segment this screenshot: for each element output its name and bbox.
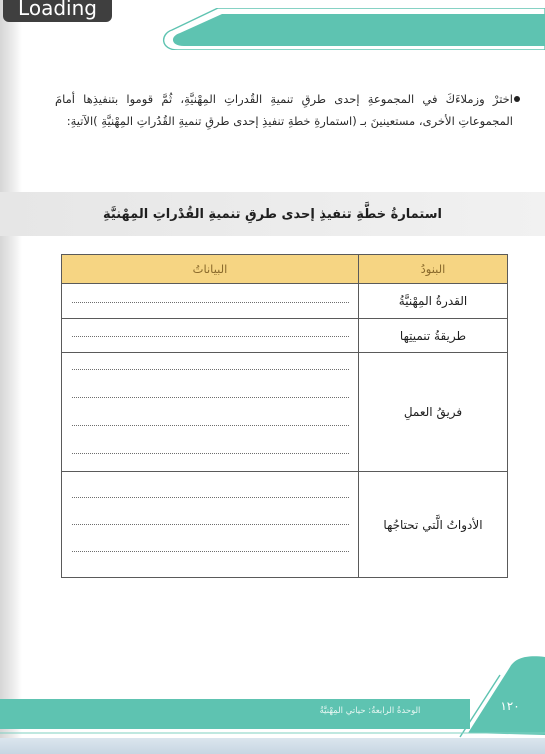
instruction-paragraph xyxy=(55,88,513,132)
table-row xyxy=(62,472,508,578)
loading-badge: Loading xyxy=(3,0,112,22)
data-field-team[interactable] xyxy=(62,353,359,472)
dotted-line xyxy=(72,369,349,370)
dotted-line xyxy=(72,425,349,426)
dotted-line xyxy=(72,497,349,498)
row-label-tools: الأدواتُ الَّتي تحتاجُها xyxy=(359,472,508,578)
page-number: ١٢٠ xyxy=(500,699,520,713)
data-field-tools[interactable] xyxy=(62,472,359,578)
row-label-method: طريقةُ تنميتِها xyxy=(359,319,508,353)
page-edge-shadow xyxy=(0,0,22,754)
dotted-line xyxy=(72,397,349,398)
table-row xyxy=(62,319,508,353)
row-label-ability: القدرةُ المِهْنيَّةُ xyxy=(359,284,508,319)
header-data: البياناتُ xyxy=(62,255,359,284)
plan-form-table xyxy=(61,254,508,578)
footer-unit-title: الوحدةُ الرابعةُ: حياتي المِهْنيَّةُ xyxy=(319,706,421,716)
header-items: البنودُ xyxy=(359,255,508,284)
data-field-ability[interactable] xyxy=(62,284,359,319)
dotted-line xyxy=(72,524,349,525)
viewer-bottom-strip xyxy=(0,738,545,754)
dotted-line xyxy=(72,551,349,552)
dotted-line xyxy=(72,453,349,454)
row-label-team: فريقُ العملِ xyxy=(359,353,508,472)
data-field-method[interactable] xyxy=(62,319,359,353)
top-decorative-band xyxy=(160,8,545,50)
table-row xyxy=(62,353,508,472)
dotted-line xyxy=(72,302,349,303)
instruction-text: اخترْ وزملاءَكَ في المجموعةِ إحدى طرقِ تنميةِ القُدراتِ المِهْنيَّةِ، ثُمَّ قوموا بتنفيذِها أمامَ المجموعاتِ الأخرى، مستعينينَ بـ (استمارةِ خطةِ تنفيذِ إحدى طرقِ تنميةِ القُدُراتِ المِهْنيَّةِ )الآتيةِ: xyxy=(55,92,513,128)
table-row xyxy=(62,284,508,319)
footer-decorative-band xyxy=(0,655,545,745)
table-header-row xyxy=(62,255,508,284)
bullet-dot xyxy=(514,96,520,102)
dotted-line xyxy=(72,336,349,337)
form-title: استمارةُ خطَّةِ تنفيذِ إحدى طرقِ تنميةِ القُدْراتِ المِهْنيَّةِ xyxy=(103,206,442,222)
